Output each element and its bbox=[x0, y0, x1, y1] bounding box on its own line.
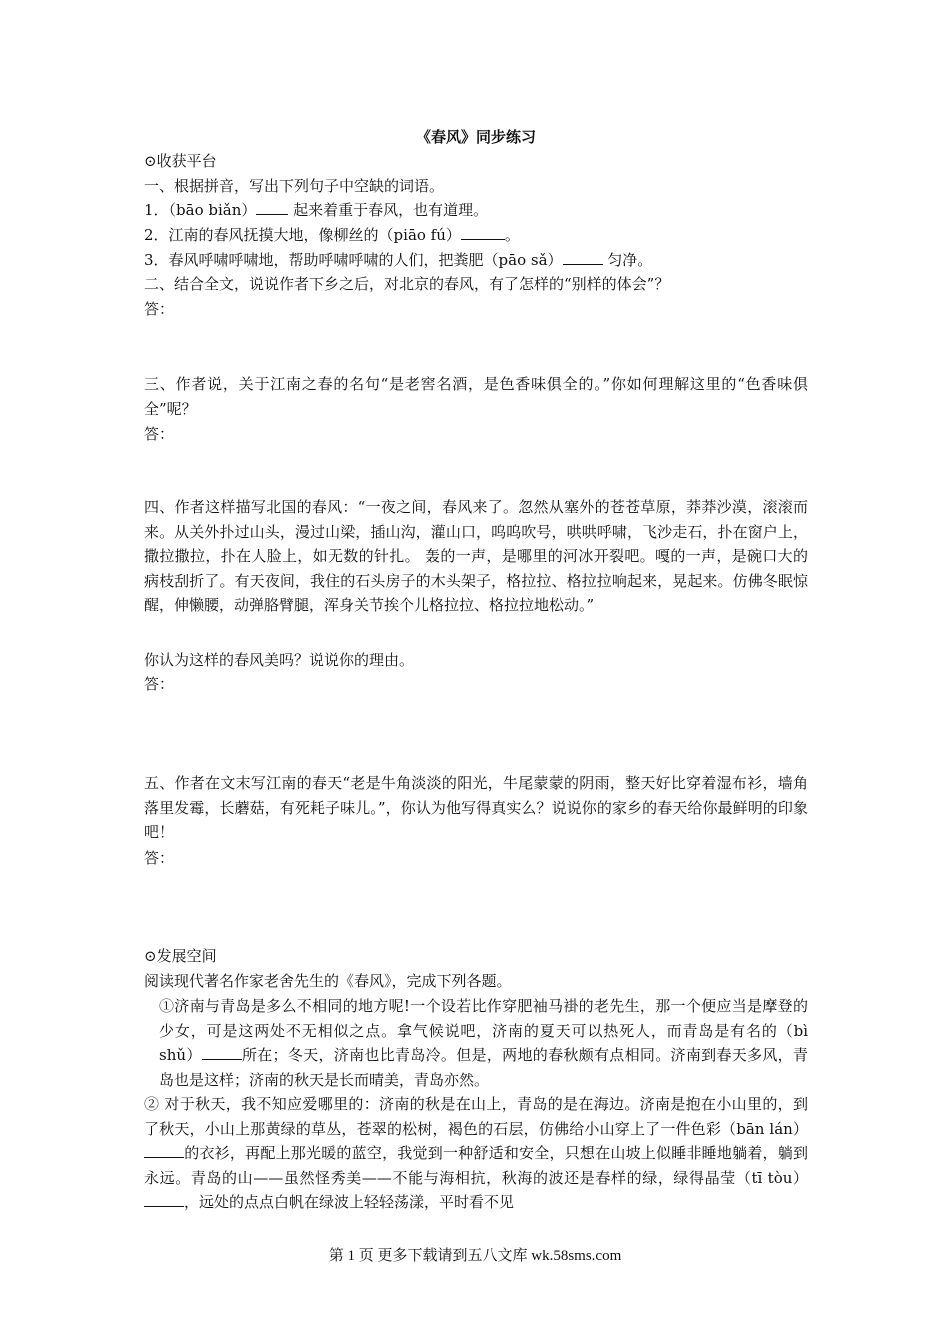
section-harvest-header: ⊙收获平台 bbox=[144, 152, 217, 170]
reading-intro: 阅读现代著名作家老舍先生的《春风》，完成下列各题。 bbox=[144, 972, 512, 990]
fill-blank[interactable] bbox=[461, 225, 505, 240]
page-footer: 第 1 页 更多下载请到五八文库 wk.58sms.com bbox=[328, 1248, 622, 1264]
passage-paragraph-1 bbox=[144, 994, 808, 1092]
section-development-header: ⊙发展空间 bbox=[144, 947, 217, 965]
fill-blank[interactable] bbox=[144, 1143, 184, 1158]
item-text-after: 起来着重于春风，也有道理。 bbox=[288, 201, 489, 219]
item-text-before: 2．江南的春风抚摸大地，像柳丝的（piāo fú） bbox=[144, 226, 461, 244]
passage-text: 所在；冬天，济南也比青岛冷。但是，两地的春秋颇有点相同。济南到春天多风，青岛也是这样；济南的秋天是长而晴美，青岛亦然。 bbox=[159, 1046, 808, 1089]
item-text-before: 3．春风呼啸呼啸地，帮助呼啸呼啸的人们，把粪肥（pāo sǎ） bbox=[144, 251, 563, 269]
fill-blank[interactable] bbox=[144, 1192, 184, 1207]
item-text-before: 1．（bāo biǎn） bbox=[144, 201, 257, 219]
question-2-text: 二、结合全文，说说作者下乡之后，对北京的春风，有了怎样的“别样的体会”？ bbox=[144, 275, 670, 293]
question-5-answer-label: 答： bbox=[144, 849, 175, 867]
passage-text: 的衣衫，再配上那光暖的蓝空，我觉到一种舒适和安全，只想在山坡上似睡非睡地躺着，躺到永远。青岛的山——虽然怪秀美——不能与海相抗，秋海的波还是春样的绿，绿得晶莹（tī tòu） bbox=[144, 1144, 808, 1187]
passage-text: ② 对于秋天，我不知应爱哪里的：济南的秋是在山上，青岛的是在海边。济南是抱在小山里的，到了秋天，小山上那黄绿的草丛，苍翠的松树，褐色的石层，仿佛给小山穿上了一件色彩（bān lán） bbox=[144, 1095, 808, 1138]
passage-paragraph-2 bbox=[144, 1092, 808, 1215]
fill-blank[interactable] bbox=[563, 250, 603, 265]
question-3-answer-label: 答： bbox=[144, 425, 175, 443]
passage-text: ，远处的点点白帆在绿波上轻轻荡漾，平时看不见 bbox=[184, 1193, 515, 1211]
question-4-prompt: 你认为这样的春风美吗？说说你的理由。 bbox=[144, 651, 415, 669]
fill-blank[interactable] bbox=[256, 200, 288, 215]
item-text-after: 。 bbox=[504, 226, 520, 244]
question-2-answer-label: 答： bbox=[144, 300, 175, 318]
question-1-heading: 一、根据拼音，写出下列句子中空缺的词语。 bbox=[144, 177, 445, 195]
question-3-text: 三、作者说，关于江南之春的名句“是老窖名酒，是色香味俱全的。”你如何理解这里的“色香味俱全”呢？ bbox=[144, 375, 808, 418]
question-4-text: 四、作者这样描写北国的春风：“一夜之间，春风来了。忽然从塞外的苍苍草原，莽莽沙漠，滚滚而来。从关外扑过山头，漫过山梁，插山沟，灌山口，呜呜吹号，哄哄呼啸，飞沙走石，扑在窗户上，撒拉撒拉，扑在人脸上，如无数的针扎。 轰的一声，是哪里的河冰开裂吧。嘎的一声，是碗口大的病枝刮折了。有天夜间，我住的石头房子的木头架子，格拉拉、格拉拉响起来，晃起来。仿佛冬眠惊醒，伸懒腰，动弹胳臂腿，浑身关节挨个儿格拉拉、格拉拉地松动。” bbox=[144, 498, 808, 614]
question-4-answer-label: 答： bbox=[144, 675, 175, 693]
question-1-item-3 bbox=[144, 250, 652, 270]
fill-blank[interactable] bbox=[202, 1045, 242, 1060]
question-1-item-1 bbox=[144, 200, 488, 220]
item-text-after: 匀净。 bbox=[602, 251, 653, 269]
page-title: 《春风》同步练习 bbox=[415, 128, 536, 146]
question-5-text: 五、作者在文末写江南的春天“老是牛角淡淡的阳光，牛尾蒙蒙的阴雨，整天好比穿着湿布衫，墙角落里发霉，长蘑菇，有死耗子味儿。”，你认为他写得真实么？说说你的家乡的春天给你最鲜明的印象吧！ bbox=[144, 774, 808, 841]
passage-text: ①济南与青岛是多么不相同的地方呢!一个设若比作穿肥袖马褂的老先生，那一个便应当是摩登的少女，可是这两处不无相似之点。拿气候说吧，济南的夏天可以热死人，而青岛是有名的（bì shǔ） bbox=[159, 997, 808, 1064]
question-1-item-2 bbox=[144, 225, 520, 245]
